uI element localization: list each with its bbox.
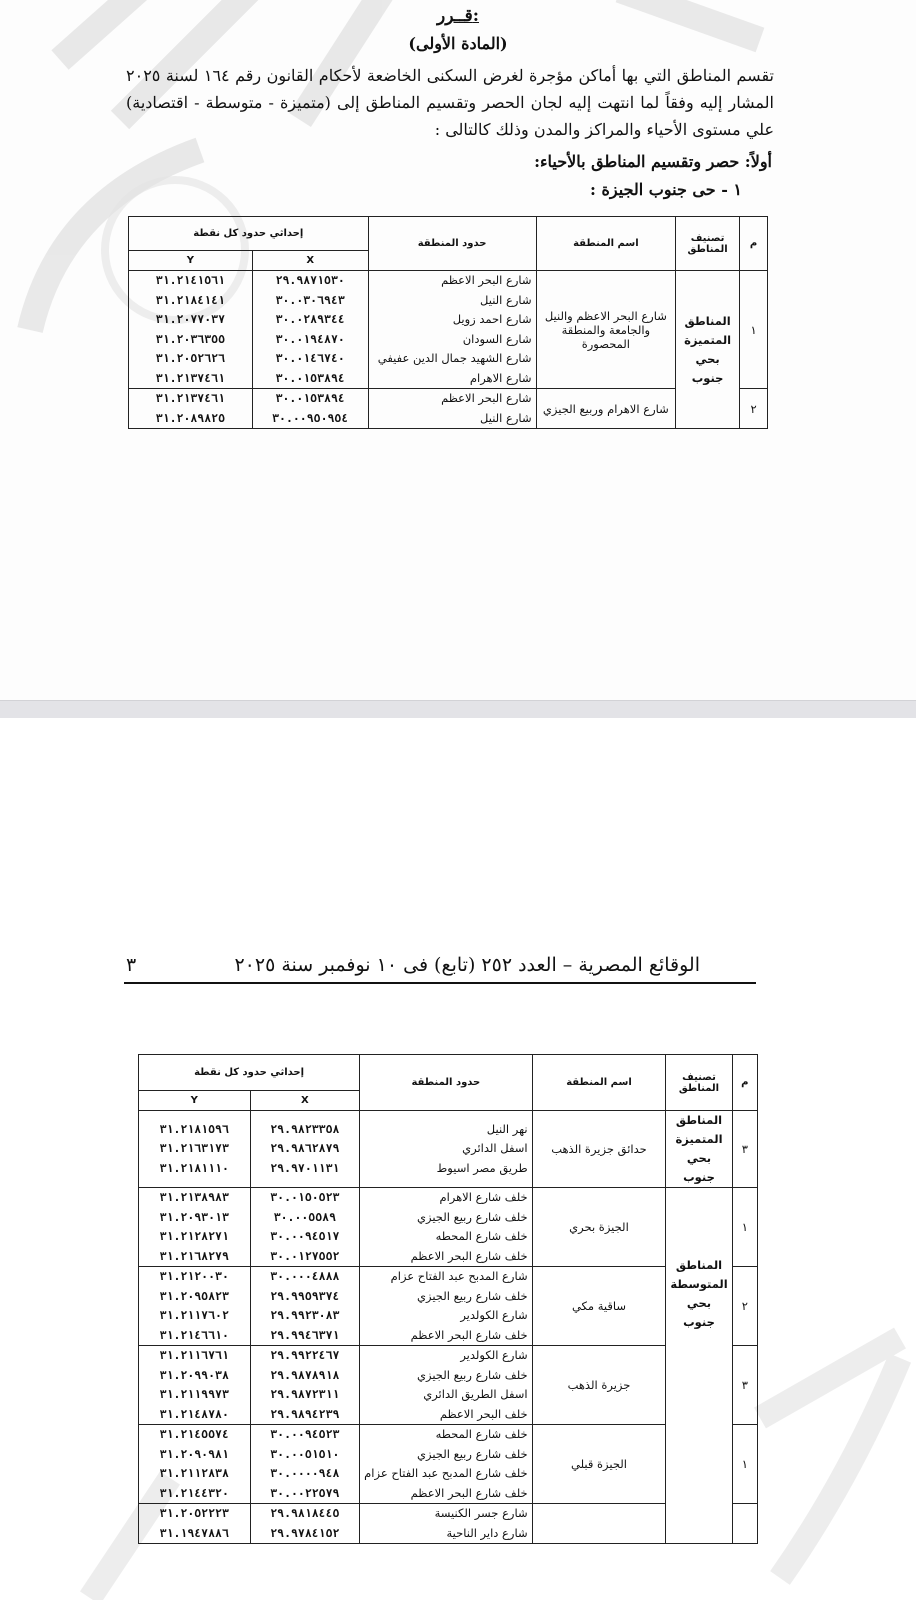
boundary-line: شارع احمد زويل xyxy=(452,312,532,326)
y-value: ٣١.٢١١٢٨٣٨ xyxy=(159,1466,229,1480)
boundary-line: شارع الشهيد جمال الدين عفيفي xyxy=(377,351,532,365)
boundaries-cell xyxy=(360,1188,532,1267)
boundary-line: شارع جسر الكنيسة xyxy=(434,1506,528,1520)
boundary-line: شارع الاهرام xyxy=(469,370,532,385)
x-cell xyxy=(250,1111,360,1188)
article-paragraph: تقسم المناطق التي بها أماكن مؤجرة لغرض السكنى الخاضعة لأحكام القانون رقم ١٦٤ لسنة ٢٠٢٥ المشار إليه وفقاً لما انتهت إليه لجان الحصر وتقسيم المناطق إلى (متميزة - متوسطة - اقتصادية) علي مستوى الأحياء والمراكز والمدن وذلك كالتالى : xyxy=(126,66,774,139)
y-value: ٣١.٢٠٧٧٠٣٧ xyxy=(155,312,226,326)
header-area-name: اسم المنطقة xyxy=(536,217,676,271)
boundaries-cell xyxy=(360,1267,532,1346)
y-value: ٣١.٢١٨١١١٠ xyxy=(159,1160,229,1175)
boundaries-cell xyxy=(360,1504,532,1544)
header-classification: تصنيف المناطق xyxy=(676,217,740,271)
y-value: ٣١.٢٠٩٣٠١٣ xyxy=(159,1209,229,1224)
y-value: ٣١.٢١٣٧٤٦١ xyxy=(155,391,226,405)
x-value: ٣٠.٠١٥٠٥٢٣ xyxy=(270,1190,340,1204)
x-value: ٣٠.٠٠٠٠٩٤٨ xyxy=(270,1466,340,1480)
header-x: X xyxy=(252,251,368,271)
boundaries-cell xyxy=(368,271,536,389)
y-value: ٣١.٢٠٩٥٨٢٣ xyxy=(159,1288,229,1303)
y-value: ٣١.٢١٤٤٣٢٠ xyxy=(159,1485,229,1500)
x-value: ٣٠.٠١٩٤٨٧٠ xyxy=(275,331,345,346)
x-value: ٢٩.٩٧٠١١٣١ xyxy=(270,1160,340,1175)
area-name: الجيزة قبلي xyxy=(532,1425,666,1504)
row-index: ١ xyxy=(740,271,768,389)
x-value: ٢٩.٩٨٦٢٨٧٩ xyxy=(270,1141,340,1156)
x-cell xyxy=(252,271,368,389)
boundary-line: خلف شارع ربيع الجيزي xyxy=(416,1367,528,1382)
y-cell xyxy=(139,1111,251,1188)
section-heading: أولاً: حصر وتقسيم المناطق بالأحياء: xyxy=(534,152,772,171)
y-value: ٣١.٢١١٩٩٧٣ xyxy=(159,1387,229,1401)
decree-title: قــرر: xyxy=(437,6,479,26)
y-cell xyxy=(139,1346,251,1425)
boundary-line: خلف شارع ربيع الجيزي xyxy=(416,1288,528,1303)
x-value: ٢٩.٩٩٥٩٣٧٤ xyxy=(270,1288,340,1303)
header-index: م xyxy=(732,1055,757,1111)
classification-cell: المناطق المتميزة بحي جنوب xyxy=(666,1111,732,1188)
row-index: ٣ xyxy=(732,1111,757,1188)
y-cell xyxy=(139,1504,251,1544)
y-value: ٣١.٢١٤١٥٦١ xyxy=(155,273,226,287)
row-index: ١ xyxy=(732,1425,757,1504)
boundary-line: خلف شارع الاهرام xyxy=(439,1190,528,1204)
x-value: ٣٠.٠٢٨٩٣٤٤ xyxy=(275,312,345,326)
row-index xyxy=(732,1504,757,1544)
table-row xyxy=(139,1504,758,1544)
classification-cell: المناطق المتوسطة بحي جنوب xyxy=(666,1188,732,1544)
boundaries-cell xyxy=(360,1111,532,1188)
x-value: ٢٩.٩٩٢٣٠٨٣ xyxy=(270,1308,340,1322)
boundary-line: شارع المدبح عبد الفتاح عزام xyxy=(390,1269,528,1283)
y-value: ٣١.٢١٢٨٢٧١ xyxy=(159,1229,229,1243)
header-classification: تصنيف المناطق xyxy=(666,1055,732,1111)
x-cell xyxy=(250,1267,360,1346)
boundary-line: خلف البحر الاعظم xyxy=(439,1406,528,1421)
x-value: ٢٩.٩٨٧٢٣١١ xyxy=(270,1387,340,1401)
x-value: ٣٠.٠١٤٦٧٤٠ xyxy=(275,351,345,365)
y-value: ٣١.٢٠٩٩٠٣٨ xyxy=(159,1367,229,1382)
y-value: ٣١.٢٠٩٠٩٨١ xyxy=(159,1446,229,1461)
table-row xyxy=(129,389,768,429)
gazette-page-top xyxy=(0,0,916,700)
article-title: (المادة الأولى) xyxy=(408,34,508,53)
y-cell xyxy=(139,1425,251,1504)
y-cell xyxy=(129,271,253,389)
y-value: ٣١.٢١٦٨٢٧٩ xyxy=(159,1248,229,1263)
x-value: ٣٠.٠٠٩٥٠٩٥٤ xyxy=(272,410,349,425)
boundary-line: شارع النيل xyxy=(480,410,532,425)
y-value: ٣١.٢١٨٤١٤١ xyxy=(155,292,226,307)
y-value: ٣١.٢١١٦٧٦١ xyxy=(159,1348,229,1362)
boundary-line: شارع النيل xyxy=(480,292,532,307)
row-index: ٣ xyxy=(732,1346,757,1425)
boundaries-cell xyxy=(360,1346,532,1425)
header-x: X xyxy=(250,1091,360,1111)
y-value: ٣١.٢١٣٨٩٨٣ xyxy=(159,1190,229,1204)
x-cell xyxy=(250,1188,360,1267)
boundary-line: شارع داير الناحية xyxy=(446,1525,528,1540)
x-value: ٣٠.٠٣٠٦٩٤٣ xyxy=(275,292,345,307)
x-value: ٣٠.٠١٥٣٨٩٤ xyxy=(275,391,345,405)
y-value: ٣١.٢١١٧٦٠٢ xyxy=(159,1308,229,1322)
x-value: ٢٩.٩٨٧٨٩١٨ xyxy=(270,1367,340,1382)
y-value: ٣١.٢٠٨٩٨٢٥ xyxy=(155,410,226,425)
gazette-title: الوقائع المصرية – العدد ٢٥٢ (تابع) فى ١٠ نوفمبر سنة ٢٠٢٥ xyxy=(234,954,700,976)
x-value: ٣٠.٠٠٥٥٨٩ xyxy=(273,1209,336,1224)
x-value: ٣٠.٠٠٢٢٥٧٩ xyxy=(270,1485,340,1500)
header-y: Y xyxy=(129,251,253,271)
row-index: ١ xyxy=(732,1188,757,1267)
table-row xyxy=(139,1267,758,1346)
boundary-line: اسفل الدائري xyxy=(462,1141,528,1156)
boundary-line: خلف شارع المحطه xyxy=(435,1229,528,1243)
y-value: ٣١.٢١٦٣١٧٣ xyxy=(159,1141,229,1156)
header-coordinates: إحداثي حدود كل نقطة xyxy=(139,1055,360,1091)
x-value: ٢٩.٩٨٧١٥٣٠ xyxy=(275,273,345,287)
zones-table-page2 xyxy=(138,1054,758,1544)
table-row xyxy=(139,1111,758,1188)
row-index: ٢ xyxy=(740,389,768,429)
boundary-line: خلف شارع ربيع الجيزي xyxy=(416,1446,528,1461)
y-value: ٣١.٢٠٥٢٦٢٦ xyxy=(155,351,226,365)
boundary-line: شارع البحر الاعظم xyxy=(441,273,532,287)
x-cell xyxy=(250,1346,360,1425)
y-value: ٣١.٢١٣٧٤٦١ xyxy=(155,370,226,385)
y-cell xyxy=(139,1188,251,1267)
boundary-line: شارع الكولدير xyxy=(460,1308,528,1322)
area-name: ساقية مكي xyxy=(532,1267,666,1346)
boundary-line: شارع البحر الاعظم xyxy=(441,391,532,405)
y-value: ٣١.٢٠٣٦٣٥٥ xyxy=(155,331,226,346)
x-value: ٢٩.٩٨٢٣٣٥٨ xyxy=(270,1121,340,1136)
x-cell xyxy=(252,389,368,429)
zones-table-page1 xyxy=(128,216,768,429)
subsection-heading: ١ - حى جنوب الجيزة : xyxy=(590,180,742,199)
y-value: ٣١.٢١٢٠٠٣٠ xyxy=(159,1269,229,1283)
page-separator xyxy=(0,700,916,720)
boundaries-cell xyxy=(368,389,536,429)
boundary-line: خلف شارع البحر الاعظم xyxy=(410,1248,528,1263)
boundary-line: خلف شارع البحر الاعظم xyxy=(410,1485,528,1500)
y-cell xyxy=(139,1267,251,1346)
x-value: ٢٩.٩٨٩٤٢٣٩ xyxy=(270,1406,340,1421)
classification-cell: المناطق المتميزة بحي جنوب xyxy=(676,271,740,429)
x-value: ٣٠.٠١٢٧٥٥٢ xyxy=(270,1248,340,1263)
area-name: حدائق جزيرة الذهب xyxy=(532,1111,666,1188)
x-value: ٣٠.٠٠٠٤٨٨٨ xyxy=(270,1269,340,1283)
boundary-line: نهر النيل xyxy=(486,1121,528,1136)
boundary-line: خلف شارع المحطه xyxy=(435,1427,528,1441)
boundary-line: خلف شارع البحر الاعظم xyxy=(410,1327,528,1342)
boundary-line: اسفل الطريق الدائري xyxy=(423,1387,528,1401)
x-value: ٢٩.٩٩٢٢٤٦٧ xyxy=(270,1348,340,1362)
y-value: ٣١.٢٠٥٢٢٢٣ xyxy=(159,1506,229,1520)
boundaries-cell xyxy=(360,1425,532,1504)
table-row xyxy=(129,271,768,389)
x-value: ٣٠.٠٠٥١٥١٠ xyxy=(270,1446,340,1461)
x-value: ٢٩.٩٧٨٤١٥٢ xyxy=(270,1525,340,1540)
y-value: ٣١.٢١٤٥٥٧٤ xyxy=(159,1427,229,1441)
area-name: جزيرة الذهب xyxy=(532,1346,666,1425)
boundary-line: خلف شارع المدبح عبد الفتاح عزام xyxy=(364,1466,528,1480)
header-index: م xyxy=(740,217,768,271)
boundary-line: شارع السودان xyxy=(462,331,532,346)
row-index: ٢ xyxy=(732,1267,757,1346)
y-value: ٣١.٢١٤٨٧٨٠ xyxy=(159,1406,229,1421)
x-value: ٣٠.٠١٥٣٨٩٤ xyxy=(275,370,345,385)
header-y: Y xyxy=(139,1091,251,1111)
boundary-line: شارع الكولدير xyxy=(460,1348,528,1362)
page-number: ٣ xyxy=(126,954,137,976)
header-area-name: اسم المنطقة xyxy=(532,1055,666,1111)
y-value: ٣١.٢١٨١٥٩٦ xyxy=(159,1121,229,1136)
area-name: الجيزة بحري xyxy=(532,1188,666,1267)
x-value: ٢٩.٩٨١٨٤٤٥ xyxy=(270,1506,340,1520)
y-cell xyxy=(129,389,253,429)
gazette-header xyxy=(124,952,756,984)
boundary-line: طريق مصر اسيوط xyxy=(436,1160,528,1175)
area-name xyxy=(532,1504,666,1544)
header-coordinates: إحداثي حدود كل نقطة xyxy=(129,217,369,251)
area-name: شارع الاهرام وربيع الجيزي xyxy=(536,389,676,429)
table-row xyxy=(139,1346,758,1425)
table-row xyxy=(139,1188,758,1267)
x-value: ٣٠.٠٠٩٤٥١٧ xyxy=(270,1229,340,1243)
x-cell xyxy=(250,1504,360,1544)
table-row xyxy=(139,1425,758,1504)
y-value: ٣١.١٩٤٧٨٨٦ xyxy=(159,1525,229,1540)
x-cell xyxy=(250,1425,360,1504)
x-value: ٣٠.٠٠٩٤٥٢٣ xyxy=(270,1427,340,1441)
y-value: ٣١.٢١٤٦٦١٠ xyxy=(159,1327,229,1342)
boundary-line: خلف شارع ربيع الجيزي xyxy=(416,1209,528,1224)
header-boundaries: حدود المنطقة xyxy=(360,1055,532,1111)
x-value: ٢٩.٩٩٤٦٣٧١ xyxy=(270,1327,340,1342)
area-name: شارع البحر الاعظم والنيل والجامعة والمنطقة المحصورة xyxy=(536,271,676,389)
header-boundaries: حدود المنطقة xyxy=(368,217,536,271)
